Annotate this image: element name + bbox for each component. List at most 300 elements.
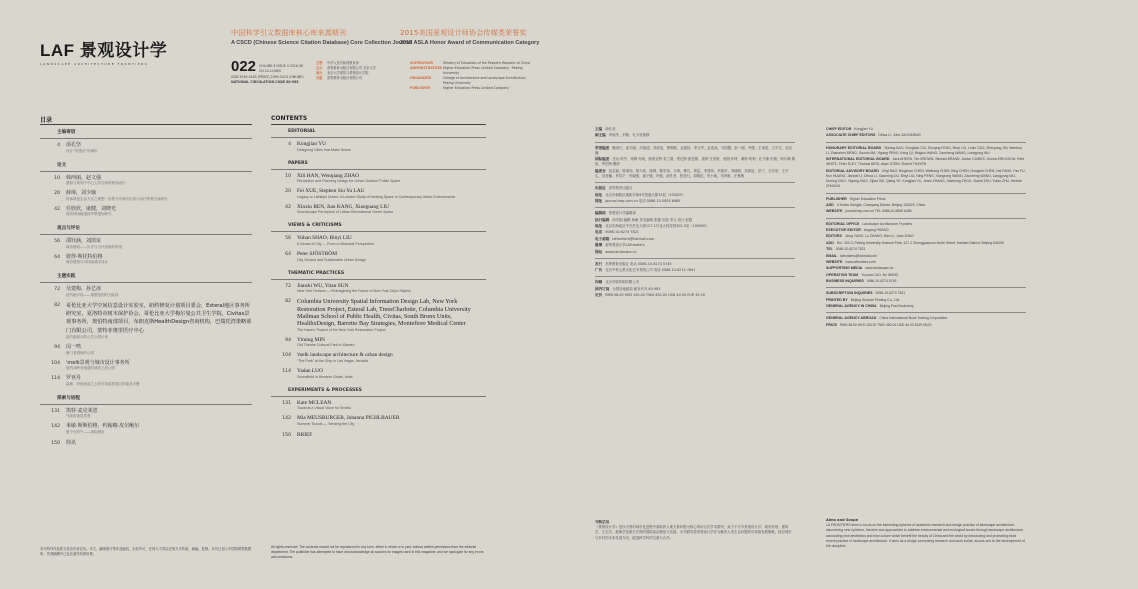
masthead-label: ADD [826, 202, 834, 207]
masthead-row [595, 243, 795, 248]
toc-entry-title: Yiming MIN [297, 336, 326, 343]
toc-entry [40, 408, 252, 420]
masthead-label: 主编 [595, 127, 603, 131]
masthead-value: www.landscape.cn [605, 249, 637, 254]
toc-entry [40, 302, 252, 341]
masthead-value: 4 Huixin Dongjie, Chaoyang District, Beijing 100029, China [836, 202, 926, 207]
toc-entry-text [297, 173, 486, 185]
masthead-value: 包志毅，陈秉钊，陈为邦，陈炳，陈宏伟，方海，傅凡，黄昆，李建伟，李迪华，刘晓明，刘滨谊，彭宁，王向荣，王早生，吴良镛，肖笃宁，肖毅强，谢子健，叶强，俞孔坚，张晋石，周晓虹，朱小地，朱育帆，庄惟敏 [595, 168, 789, 178]
toc-page-number: 42 [54, 206, 60, 212]
toc-entry-title: BRIEF [297, 431, 313, 438]
masthead-value: 北京华联印刷有限公司 [605, 280, 640, 285]
toc-entry-text [297, 204, 486, 216]
issue-cn: CN 10-1108/S [259, 69, 282, 73]
sponsor-value: 北京大学建筑与景观设计学院 [327, 71, 369, 75]
toc-entry-title: 彼得·斯托特伯格 [66, 253, 103, 260]
toc-cn-title: 目录 [40, 117, 53, 124]
toc-category: VIEWS & CRITICISMS [271, 219, 486, 232]
toc-entry-subtitle: 纽约冰岭有街道的城市之滨公园 [66, 366, 115, 371]
masthead-row [595, 237, 795, 242]
sponsor-value: 中华人民共和国教育部 [327, 61, 359, 65]
masthead-divider [826, 193, 1026, 194]
masthead-value: 景观设计学编辑部 [608, 211, 636, 216]
toc-entry-subtitle: Summer Scouts — Sensing the City [297, 421, 355, 426]
masthead-label: GENERAL AGENCY ABROAD [826, 316, 877, 321]
toc-entry-subtitle: 纽约港展示的公共公园计划 [66, 335, 108, 340]
masthead-row [826, 146, 1026, 156]
issue-block [231, 60, 309, 85]
masthead-value: 0086-10-6274 7821 [835, 247, 866, 252]
masthead-value: 李迪华，封敏，扎卡里奥斯 [608, 133, 650, 138]
toc-entry-text [66, 238, 252, 250]
toc-page-number: 10 [285, 173, 291, 179]
header-asla-cn: 2015美国景观设计师协会传媒类荣誉奖 [400, 29, 527, 37]
masthead-label: PRINTED BY [826, 297, 848, 302]
toc-entry-subtitle: 传承或是生活方式之理想：伦敦当代城市长春与治疗景观空间研究 [66, 196, 168, 201]
masthead-value: 杰克·埃亨，蒂姆·布朗，斯图亚特·布兰德，贾尼斯·凯恩斯，唐纳·艾伯斯，里德·怀特，佩特·埃利，托马斯·伯德，阿尔佩·斯坦，罗伯特·撒耶 [595, 157, 795, 167]
masthead-row [826, 241, 1026, 246]
toc-entry-title: 米敏·斯斯伯格，约翰娜·皮尔鲍尔 [66, 423, 140, 430]
toc-page-number: 56 [285, 236, 291, 242]
masthead-row [826, 133, 1026, 138]
masthead-row [826, 279, 1026, 284]
masthead-row [826, 254, 1026, 259]
masthead-label: PUBLISHER [826, 196, 847, 201]
masthead-label: SUBSCRIPTION INQUIRIES [826, 291, 873, 296]
masthead-label: EDITORS [826, 234, 842, 239]
masthead-value: 鲍世行，崔功豪，冯淑清，刘滨谊，曹利敏，金振扬，李文华，孟兆祯，马国馨，彭一刚，齐康，王秉洛，王早生，吴良镛 [595, 145, 793, 155]
sponsor-label: ORGANIZER [410, 76, 432, 80]
masthead-label: WEBSITE [826, 209, 843, 214]
sponsor-row [410, 86, 530, 91]
masthead-label: 发行 [595, 261, 603, 266]
toc-entry [271, 415, 486, 427]
toc-entry-title: Kongjian YU [297, 141, 326, 147]
toc-entry-subtitle: The Haven: Project of the New York Restoration Project [297, 327, 386, 332]
toc-entry [271, 141, 486, 153]
toc-entry [271, 251, 486, 263]
masthead-label: CHIEF EDITOR [826, 127, 852, 131]
masthead-value: 北京中科云景文化艺术有限公司 电话 0086-10-6274 7841 [605, 268, 696, 273]
toc-page-number: 114 [282, 368, 291, 374]
toc-entry [40, 190, 252, 202]
toc-category: PAPERS [271, 157, 486, 170]
masthead-row [826, 203, 1026, 208]
masthead-label: 电话 [595, 230, 603, 235]
toc-entry [40, 142, 252, 154]
toc-entry-text [297, 415, 486, 427]
toc-entry-title: 邵钰涵，刘滨谊 [66, 238, 102, 244]
toc-entry-title: Fei XUE, Stephen Siu Yu LAU [297, 188, 365, 195]
masthead-row [826, 273, 1026, 278]
masthead-label: SUPPORTING MEDIA [826, 266, 863, 271]
masthead-value: @景观设计学LAFrontiers [605, 243, 645, 248]
toc-page-number: 20 [54, 191, 60, 196]
masthead-row [826, 127, 1026, 132]
masthead-cn [595, 127, 795, 299]
masthead-row [826, 260, 1026, 265]
toc-entry [40, 175, 252, 187]
toc-entry-subtitle: 感知与规划于中心公共空间的规划设计 [66, 181, 126, 185]
masthead-label: 国内订阅 [595, 286, 610, 291]
toc-entry [271, 283, 486, 295]
toc-category: EDITORIAL [271, 125, 486, 138]
toc-entry-subtitle: “The Park” at the Ship in Las Vegas, Nevada [297, 358, 369, 363]
masthead-label: 国际编委 [595, 157, 610, 162]
toc-entry-text [297, 235, 486, 247]
masthead-label: 微博 [595, 243, 603, 248]
toc-entry-title: 吴建梅，孙艺冰 [66, 286, 102, 292]
masthead-row [826, 298, 1026, 303]
masthead-label: EDITORIAL OFFICE [826, 221, 860, 226]
issue-circulation: NATIONAL CIRCULATION CODE 80-983 [231, 80, 299, 84]
sponsor-row [410, 66, 530, 76]
masthead-row [595, 250, 795, 255]
masthead-row [826, 157, 1026, 167]
toc-entry [271, 235, 486, 247]
toc-entry-text [66, 375, 252, 387]
masthead-value: Higher Education Press [849, 196, 886, 201]
toc-entry-text [297, 400, 486, 412]
about-cn-text: 《景观设计学》是以中国的城市化进程中面临的人地关系问题为核心的综合性学术期刊，致力于分享景观设计学、城市规划、建筑学、生态学、地理学及相关学科的国际前沿理论与实践。本刊倡导将景观设计学作为解决人类生存问题的可持续发展策略，探讨城市与乡村的未来发展方向，促进跨学科的交流与合作。 [595, 525, 792, 540]
toc-page-number: 42 [285, 204, 291, 210]
masthead-value: lafrontiers@hotmail.com [612, 236, 655, 241]
masthead-value: lafrontiers@hotmail.com [840, 253, 877, 258]
toc-entry [40, 423, 252, 435]
toc-entry-title: 凯特·麦克莱恩 [66, 407, 98, 414]
masthead-row [826, 209, 1026, 214]
masthead-row [595, 287, 795, 292]
sponsor-value: College of Architecture and Landscape Architecture, Peking University [443, 76, 527, 85]
header-asla-en: 2015 ASLA Honor Award of Communication Category [400, 40, 540, 46]
sponsor-label: 主管 [316, 61, 323, 65]
header-cscd-en: A CSCD (Chinese Science Citation Database) Core Collection Journal [231, 40, 413, 46]
masthead-label: 编辑部 [595, 211, 606, 216]
masthead-value: 0086-10-6274 5745 [866, 279, 897, 284]
masthead-divider [826, 312, 1026, 313]
toc-page-number: 20 [285, 189, 291, 195]
toc-entry-title: Xili HAN, Wenqiang ZHAO [297, 172, 360, 179]
toc-entry-text [66, 175, 252, 187]
toc-en-footnote: All rights reserved. The contents should not be reproduced in any form, either in whole or in part, without written permission from the editorial department. The publisher has attempted to trace and acknowledge all sources for images used in this magazine, and we apologize for any errors and omissions. [271, 545, 484, 559]
toc-page-number: 131 [51, 408, 60, 414]
masthead-value: Rm. 302-3, Peking University Science Park, 127-1 Zhongguancun North Street, Haidian District, Beijing 100080 [836, 240, 1004, 245]
toc-page-number: 4 [288, 142, 291, 147]
masthead-value: Beijing Huanan Printing Co., Ltd. [850, 297, 900, 302]
toc-entry [40, 344, 252, 356]
toc-entry-text [297, 337, 486, 349]
toc-entry-title: Jianshi WU, Yitan SUN [297, 282, 349, 289]
toc-page-number: 94 [54, 345, 60, 351]
masthead-label: 广告 [595, 268, 603, 273]
masthead-row [826, 304, 1026, 309]
toc-entry [271, 173, 486, 185]
toc-entry-subtitle: Towards a Visual Voice for Smells [297, 406, 351, 411]
toc-entry-text [66, 286, 252, 298]
masthead-divider [595, 182, 795, 183]
masthead-value: journal.hep.com.cn TEL 0086-10-5855 6485 [845, 209, 912, 214]
toc-page-number: 104 [282, 353, 291, 359]
masthead-row [595, 186, 795, 191]
masthead-label: BUSINESS INQUIRIES [826, 279, 864, 284]
toc-entry-subtitle: 设计“有感官”的城市 [66, 148, 98, 153]
toc-entry-text [297, 251, 486, 263]
toc-category: 探索与进程 [40, 391, 252, 405]
toc-page-number: 142 [282, 416, 291, 422]
toc-entry-text [66, 142, 252, 154]
masthead-value: Beijing Post Bookshop [879, 304, 914, 309]
about-en [826, 518, 1026, 549]
toc-entry-title: 罗亚丹 [66, 375, 82, 382]
toc-entry [40, 238, 252, 250]
masthead-row [826, 228, 1026, 233]
masthead-divider [826, 218, 1026, 219]
toc-entry [40, 206, 252, 218]
masthead-label: 印刷 [595, 280, 603, 285]
toc-entry-subtitle: Perception and Planning Design for Urban Outdoor Public Space [297, 179, 401, 184]
masthead-row [595, 146, 795, 156]
masthead-label: 网站 [595, 249, 603, 254]
toc-entry-subtitle: Old Theatre Cultural Park in Xiamen [297, 343, 355, 348]
masthead-value: www.lafrontiers.com [845, 259, 876, 264]
masthead-label: 定价 [595, 293, 603, 298]
toc-entry-subtitle: 城市感知与可持续城市设计 [66, 260, 108, 264]
toc-entry-text [66, 440, 252, 447]
toc-en [271, 125, 486, 443]
masthead-label: 荣誉编委 [595, 145, 610, 150]
issue-number: 022 [231, 58, 257, 75]
about-en-title: Aims and Scope [826, 518, 859, 522]
toc-entry-title: Yuhan SHAO, Binyi LIU [297, 235, 352, 242]
masthead-row [595, 262, 795, 267]
toc-entry [271, 298, 486, 333]
sponsor-label: 出版 [316, 76, 323, 80]
toc-entry-subtitle: 气味的视觉景观 [66, 414, 91, 419]
toc-entry-title: 韩西丽，赵文强 [66, 174, 102, 181]
toc-page-number: 10 [54, 175, 60, 181]
masthead-row [826, 169, 1026, 190]
masthead-value: 俞孔坚 [605, 127, 616, 131]
masthead-value: Dihua LI, John ZACHARIAS [878, 133, 921, 138]
sponsor-row [410, 76, 530, 86]
masthead-divider [826, 287, 1026, 288]
masthead-label: 网址 [595, 198, 603, 203]
header-asla [400, 28, 539, 46]
masthead-row [595, 199, 795, 204]
toc-entry-title: Peter SJÖSTRÖM [297, 250, 337, 257]
masthead-row [595, 211, 795, 216]
sponsor-label: 承办 [316, 71, 323, 75]
sponsor-value: Higher Education Press Limited Company · Peking University [443, 66, 523, 75]
sponsor-label: PUBLISHER [410, 86, 431, 90]
masthead-divider [595, 142, 795, 143]
toc-category: EXPERIMENTS & PROCESSES [271, 384, 486, 397]
toc-entry-text [297, 352, 486, 364]
logo-subtitle: LANDSCAPE ARCHITECTURE FRONTIERS [40, 62, 149, 66]
masthead-row [826, 266, 1026, 271]
masthead-value: Shixing BAO, Gonghao CUI, Shuqing FENG, Binyi LIU, Limin CAO, Zhenyang JIN, Wenhua LI, Zhaozhen MENG, Guoxin MA, Yigang PENG, Kang QI, Bingluo WANG, Zaosheng WANG, Liangyong WU [826, 145, 1022, 155]
toc-entry-text [66, 254, 252, 266]
masthead-label: ASSOCIATE CHIEF EDITORS [826, 133, 876, 138]
toc-entry-text [66, 190, 252, 202]
toc-entry [40, 375, 252, 387]
toc-entry-subtitle: 城市休闲街道的声景感知研究 [66, 212, 112, 216]
sponsors-cn [316, 61, 398, 81]
masthead-value: RMB 58.00 HKD 100.00 TWD 450.00 USD 40.00 EUR 35.00 [839, 322, 932, 327]
toc-entry [271, 204, 486, 216]
toc-entry-subtitle: 森林、印度西部之上的可持续发展区的南北平衡 [66, 381, 140, 386]
toc-entry-subtitle: 城市感知——历史与当代视角的审视 [66, 244, 122, 249]
masthead-label: PRICE [826, 322, 837, 327]
toc-entry-title: 闵一鸣 [66, 344, 82, 351]
masthead-row [826, 247, 1026, 252]
toc-category: 论文 [40, 158, 252, 172]
toc-entry-subtitle: New York Horizon — Reimagining the Future of New York City's Skyline [297, 289, 411, 294]
toc-entry-subtitle: 厦门老城里的公园 [66, 350, 94, 355]
masthead-value: Angang SHANG [863, 227, 889, 232]
toc-entry [40, 286, 252, 298]
masthead-row [595, 268, 795, 273]
masthead-row [826, 234, 1026, 239]
toc-category: 主题实践 [40, 269, 252, 283]
toc-category: 主编寄语 [40, 125, 252, 139]
masthead-value: China International Book Trading Corporation [879, 316, 948, 321]
masthead-value: Jiong YANG, Lu ZHANG, Wen LI, Juan ZHAO [844, 234, 914, 239]
toc-entry-title: Kate MCLEAN [297, 399, 332, 406]
toc-entry-title: 'melk景观与城市设计事务所 [66, 359, 130, 366]
header-cscd [231, 28, 412, 46]
masthead-label: OPERATION TEAM [826, 272, 859, 277]
toc-category: 观点与评论 [40, 221, 252, 235]
masthead-row [826, 197, 1026, 202]
toc-entry-subtitle: 夏令日的午——周际城市 [66, 429, 105, 434]
masthead-label: EXECUTIVE EDITOR [826, 227, 861, 232]
sponsor-label: SUPERVISOR [410, 61, 433, 65]
masthead-label: 副主编 [595, 133, 606, 138]
masthead-row [595, 218, 795, 223]
toc-entry-text [66, 408, 252, 420]
toc-entry-text [66, 423, 252, 435]
masthead-value: 0086-10-6274 7841 [875, 291, 906, 296]
masthead-label: WEBSITE [826, 259, 843, 264]
toc-page-number: 114 [51, 376, 60, 382]
toc-entry-subtitle: A Sense of City — From a Historical Perspective [297, 241, 375, 246]
masthead-value: 高等教育出版社 电话 0086-10-6274 5745 [605, 261, 672, 266]
masthead-row [826, 323, 1026, 328]
masthead-label: 编委会 [595, 168, 606, 173]
masthead-row [826, 291, 1026, 296]
masthead-row [595, 293, 795, 298]
masthead-row [595, 280, 795, 285]
toc-entry-title: 俞孔坚 [66, 142, 82, 148]
toc-page-number: 142 [51, 424, 60, 430]
masthead-value: Zhiyi BAO, Bingzhao CHEN, Weibang CHEN, Bing CHEN, Hongwei CHEN, Hai FANG, Fan FU, Kun HUANG, Jianwei LI, Dihua LI, Xiaoming LIU, Binyi LIU, Ning PENG, Xiangrong WANG, Zaosheng WANG, Liangyong WU, Duning XIAO, Yiqiang XIAO, Zijian XIE, Qiang YE, Kongjian YU, Jinshi ZHANG, Xiaohong ZHOU, Xiaodi ZHU, Yufan ZHU, Weimin ZHUANG [826, 168, 1026, 189]
toc-page-number: 82 [285, 299, 291, 305]
toc-entry-title: Mia MEUSBURGER, Johanna PICHLBAUER [297, 415, 400, 422]
toc-page-number: 150 [51, 440, 60, 446]
sponsors-en [410, 61, 530, 91]
masthead-row [595, 127, 795, 132]
toc-entry-text [297, 432, 486, 439]
masthead-value: Jack AHERN, Tim BROWN, Stewart BRAND, Janice CAINES, Donna ERICKSON, Reid WHITE, Peter ELEY, Thomas BIRD, Alper STEIN, Robert THAYER [826, 157, 1025, 167]
masthead-value: Kongjian YU [854, 127, 874, 131]
masthead-row [595, 157, 795, 167]
masthead-label: 电子邮箱 [595, 236, 610, 241]
logo-text: LAF 景观设计学 [40, 41, 168, 60]
toc-cn [40, 125, 252, 451]
masthead-value: 全国各地邮局 邮发代号 80-983 [612, 286, 661, 291]
masthead-label: 出版社 [595, 186, 606, 191]
about-cn [595, 520, 795, 541]
toc-entry-title: 'melk landscape architecture & urban design [297, 352, 393, 359]
toc-page-number: 150 [282, 432, 291, 438]
toc-entry-text [66, 302, 252, 341]
masthead-value: 高等教育出版社 [608, 186, 633, 191]
toc-entry-subtitle: Soundscape Perception of Urban Recreational Green Space [297, 210, 394, 215]
toc-entry [271, 188, 486, 200]
sponsor-row [316, 76, 398, 81]
toc-entry-text [297, 368, 486, 380]
masthead-label: GENERAL AGENCY IN CHINA [826, 304, 877, 309]
masthead-row [595, 169, 795, 179]
toc-entry-subtitle: City Senses and Sustainable Urban Design [297, 257, 366, 262]
toc-entry-title: 哥伦比亚大学空间信息设计实验室，纽约修复计划项目委会，Esteral地区事务所研究室，夏洛特市树木保护协会，哥伦比亚大学梅尔曼公共卫生学院，Civitas景观事务所，奥伯特南部项目，布朗克斯HealthDesign咨询机构，巴瑞托湾策略部门有限公司，蒙特菲奥里医疗中心 [66, 302, 252, 334]
toc-entry-text [297, 141, 486, 153]
sponsor-label: 主办 [316, 66, 323, 70]
masthead-label: 执行编辑 [595, 217, 610, 222]
toc-entry-text [66, 344, 252, 356]
toc-page-number: 56 [54, 239, 60, 244]
masthead-label: HONORARY EDITORIAL BOARD [826, 145, 882, 150]
toc-entry [271, 432, 486, 439]
toc-entry-text [297, 188, 486, 200]
sponsor-value: 高等教育出版社有限公司 北京大学 [327, 66, 376, 70]
toc-page-number: 94 [285, 337, 291, 343]
toc-page-number: 131 [282, 400, 291, 406]
journal-logo [40, 36, 167, 66]
toc-entry-title: 简讯 [66, 439, 77, 446]
masthead-label: 地址 [595, 223, 603, 228]
toc-entry-subtitle: Soundfield in Western Ghats, India [297, 374, 353, 379]
toc-entry [40, 254, 252, 266]
toc-entry [271, 352, 486, 364]
toc-entry [40, 360, 252, 372]
toc-entry-title: 薛璋，刘少瑜 [66, 190, 97, 196]
toc-page-number: 4 [57, 143, 60, 148]
masthead-row [826, 222, 1026, 227]
masthead-row [826, 316, 1026, 321]
toc-en-title: CONTENTS [271, 115, 308, 122]
toc-page-number: 82 [54, 302, 60, 308]
toc-entry-text [297, 283, 486, 295]
toc-entry [40, 440, 252, 447]
masthead-row [595, 133, 795, 138]
issue-volume: VOLUME 4 ISSUE 4 2016.08 [259, 64, 304, 68]
toc-page-number: 104 [51, 360, 60, 366]
masthead-en [826, 127, 1026, 329]
toc-entry-title: 任欣欣，康健，刘晓光 [66, 205, 117, 212]
about-cn-title: 刊物宗旨 [595, 520, 610, 524]
masthead-label: INTERNATIONAL EDITORIAL BOARD [826, 157, 890, 162]
toc-entry-subtitle: Designing Cities that Make Sense [297, 147, 351, 152]
about-en-text: LA FRONTIERS aims to focus on the interesting spheres of academic research and design practice of landscape architecture, discovering new opinions, theories and approaches to address environmental and ecological issues through landscape architecture, advocating new aesthetics and new culture which benefit the beauty of China and the world by introducing and promoting most recent practice of landscape architecture. It aims as a bridge connecting research and work inside, across and to the development of the discipline. [826, 523, 1025, 549]
sponsor-value: 高等教育出版社有限公司 [327, 76, 363, 80]
toc-entry-text [297, 298, 486, 333]
toc-entry-text [66, 206, 252, 218]
toc-page-number: 64 [285, 251, 291, 257]
toc-cn-footnote: 本刊所刊作品的文责由作者自负。年文、翻译图片等作品版权，未经许可，任何人不得以任何方式转载、摘编、复制。本刊已加入中国知网等数据库，作者稿酬中已包含著作权使用费。 [40, 547, 251, 556]
toc-entry-title: Yadan LUO [297, 367, 323, 374]
